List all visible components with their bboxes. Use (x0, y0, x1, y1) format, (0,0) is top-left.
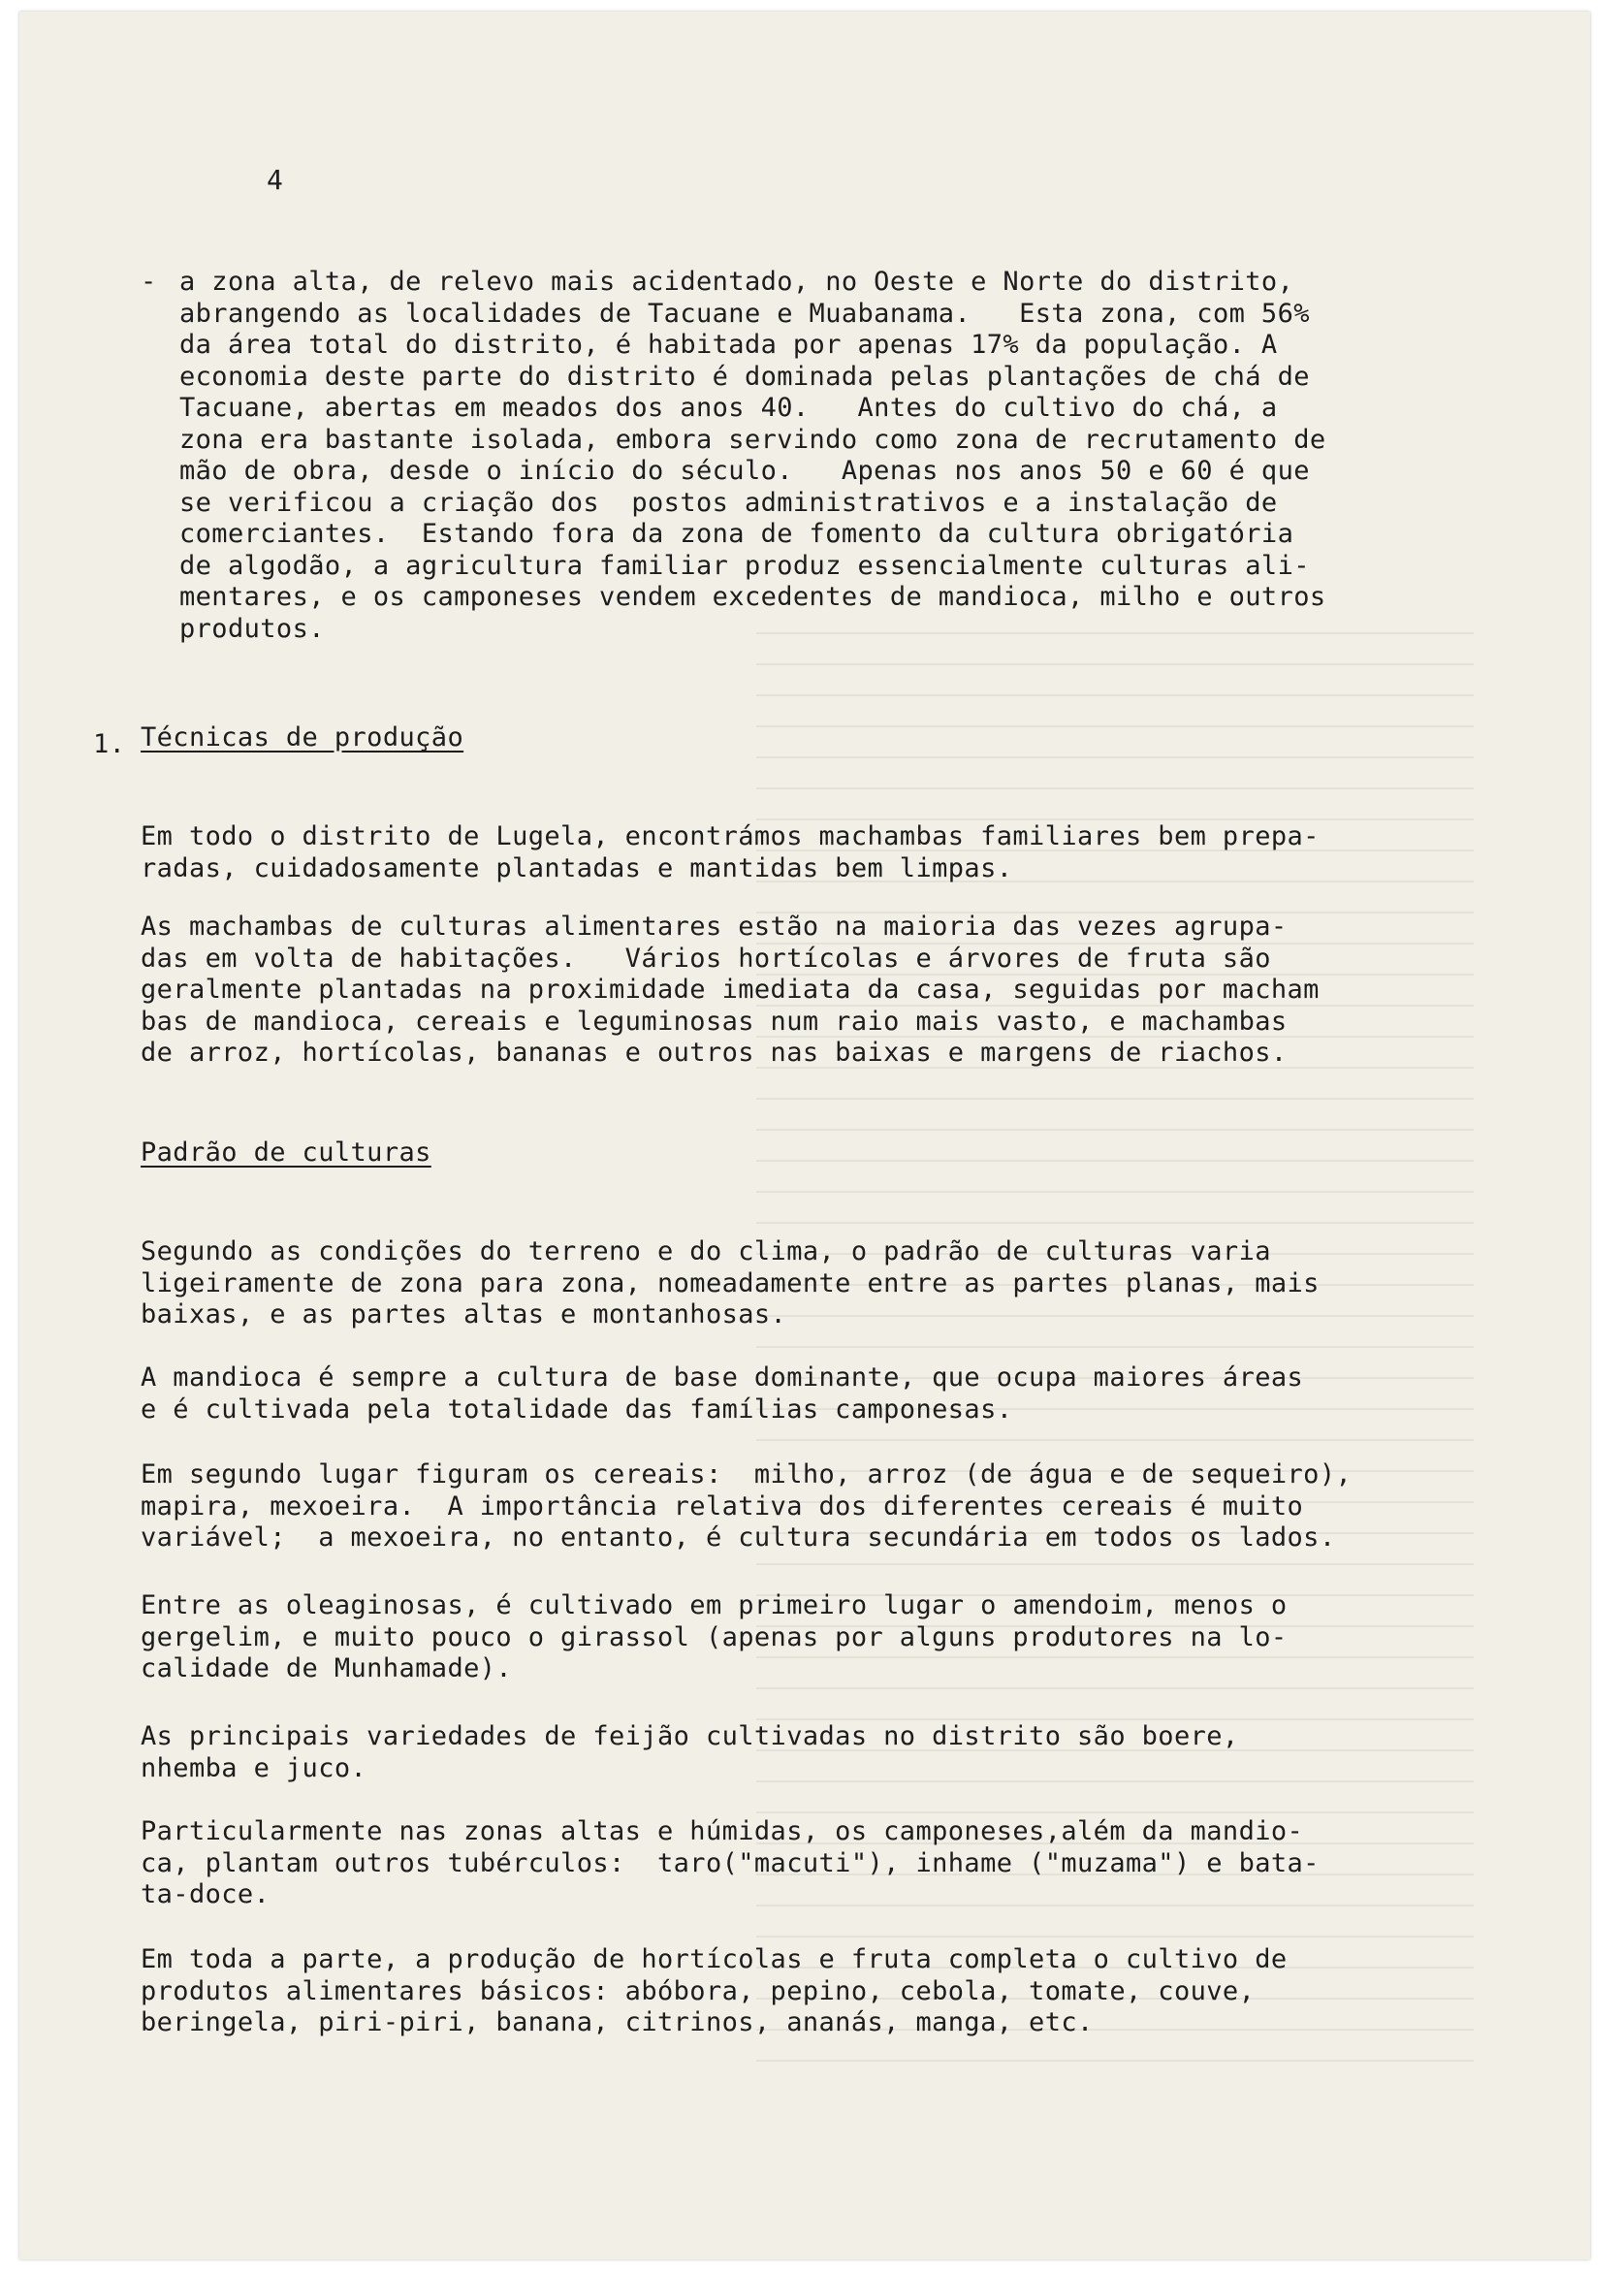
paragraph-cereais: Em segundo lugar figuram os cereais: milho, arroz (de água e de sequeiro), mapira, mexoeira. A importância relativa dos diferentes cereais é muito variável; a mexoeira, no entanto, é cultura secundária em todos os lados. (141, 1459, 1353, 1553)
section-number: 1. (93, 729, 126, 759)
page-number: 4 (267, 164, 284, 196)
paragraph-feijao: As principais variedades de feijão cultivadas no distrito são boere, nhemba e juco. (141, 1721, 1239, 1783)
section-heading-tecnicas: Técnicas de produção (141, 722, 464, 753)
paragraph-oleaginosas: Entre as oleaginosas, é cultivado em primeiro lugar o amendoim, menos o gergelim, e muito pouco o girassol (apenas por alguns produtores na lo- calidade de Munhamade). (141, 1590, 1288, 1683)
paragraph-machambas-familiares: Em todo o distrito de Lugela, encontrámos machambas familiares bem prepa- radas, cuidadosamente plantadas e mantidas bem limpas. (141, 821, 1320, 883)
paragraph-condicoes: Segundo as condições do terreno e do clima, o padrão de culturas varia ligeiramente de zona para zona, nomeadamente entre as partes planas, mais baixas, e as partes altas e montanhosas. (141, 1236, 1320, 1329)
section-heading-padrao: Padrão de culturas (141, 1137, 431, 1168)
paragraph-mandioca: A mandioca é sempre a cultura de base dominante, que ocupa maiores áreas e é cultivada pela totalidade das famílias camponesas. (141, 1362, 1304, 1425)
paragraph-tuberculos: Particularmente nas zonas altas e húmidas, os camponeses,além da mandio- ca, plantam outros tubérculos: taro("macuti"), inhame ("muzama") e bata- ta-doce. (141, 1816, 1320, 1909)
bullet-paragraph-high-zone: a zona alta, de relevo mais acidentado, no Oeste e Norte do distrito, abrangendo as localidades de Tacuane e Muabanama. Esta zona, com 56% da área total do distrito, é habitada por apenas 17% da população. A economia deste parte do distrito é dominada pelas plantações de chá de Tacuane, abertas em meados dos anos 40. Antes do cultivo do chá, a zona era bastante isolada, embora servindo como zona de recrutamento de mão de obra, desde o início do século. Apenas nos anos 50 e 60 é que se verificou a criação dos postos administrativos e a instalação de comerciantes. Estando fora da zona de fomento da cultura obrigatória de algodão, a agricultura familiar produz essencialmente culturas ali- mentares, e os camponeses vendem excedentes de mandioca, milho e outros produtos. (179, 267, 1326, 644)
paragraph-machambas-alimentares: As machambas de culturas alimentares estão na maioria das vezes agrupa- das em volta de habitações. Vários hortícolas e árvores de fruta são geralmente plantadas na proximidade imediata da casa, seguidas por macham bas de mandioca, cereais e leguminosas num raio mais vasto, e machambas de arroz, hortícolas, bananas e outros nas baixas e margens de riachos. (141, 912, 1320, 1068)
bullet-dash: - (141, 267, 157, 297)
paragraph-horticolas: Em toda a parte, a produção de hortícolas e fruta completa o cultivo de produtos alimentares básicos: abóbora, pepino, cebola, tomate, couve, beringela, piri-piri, banana, citrinos, ananás, manga, etc. (141, 1944, 1288, 2037)
